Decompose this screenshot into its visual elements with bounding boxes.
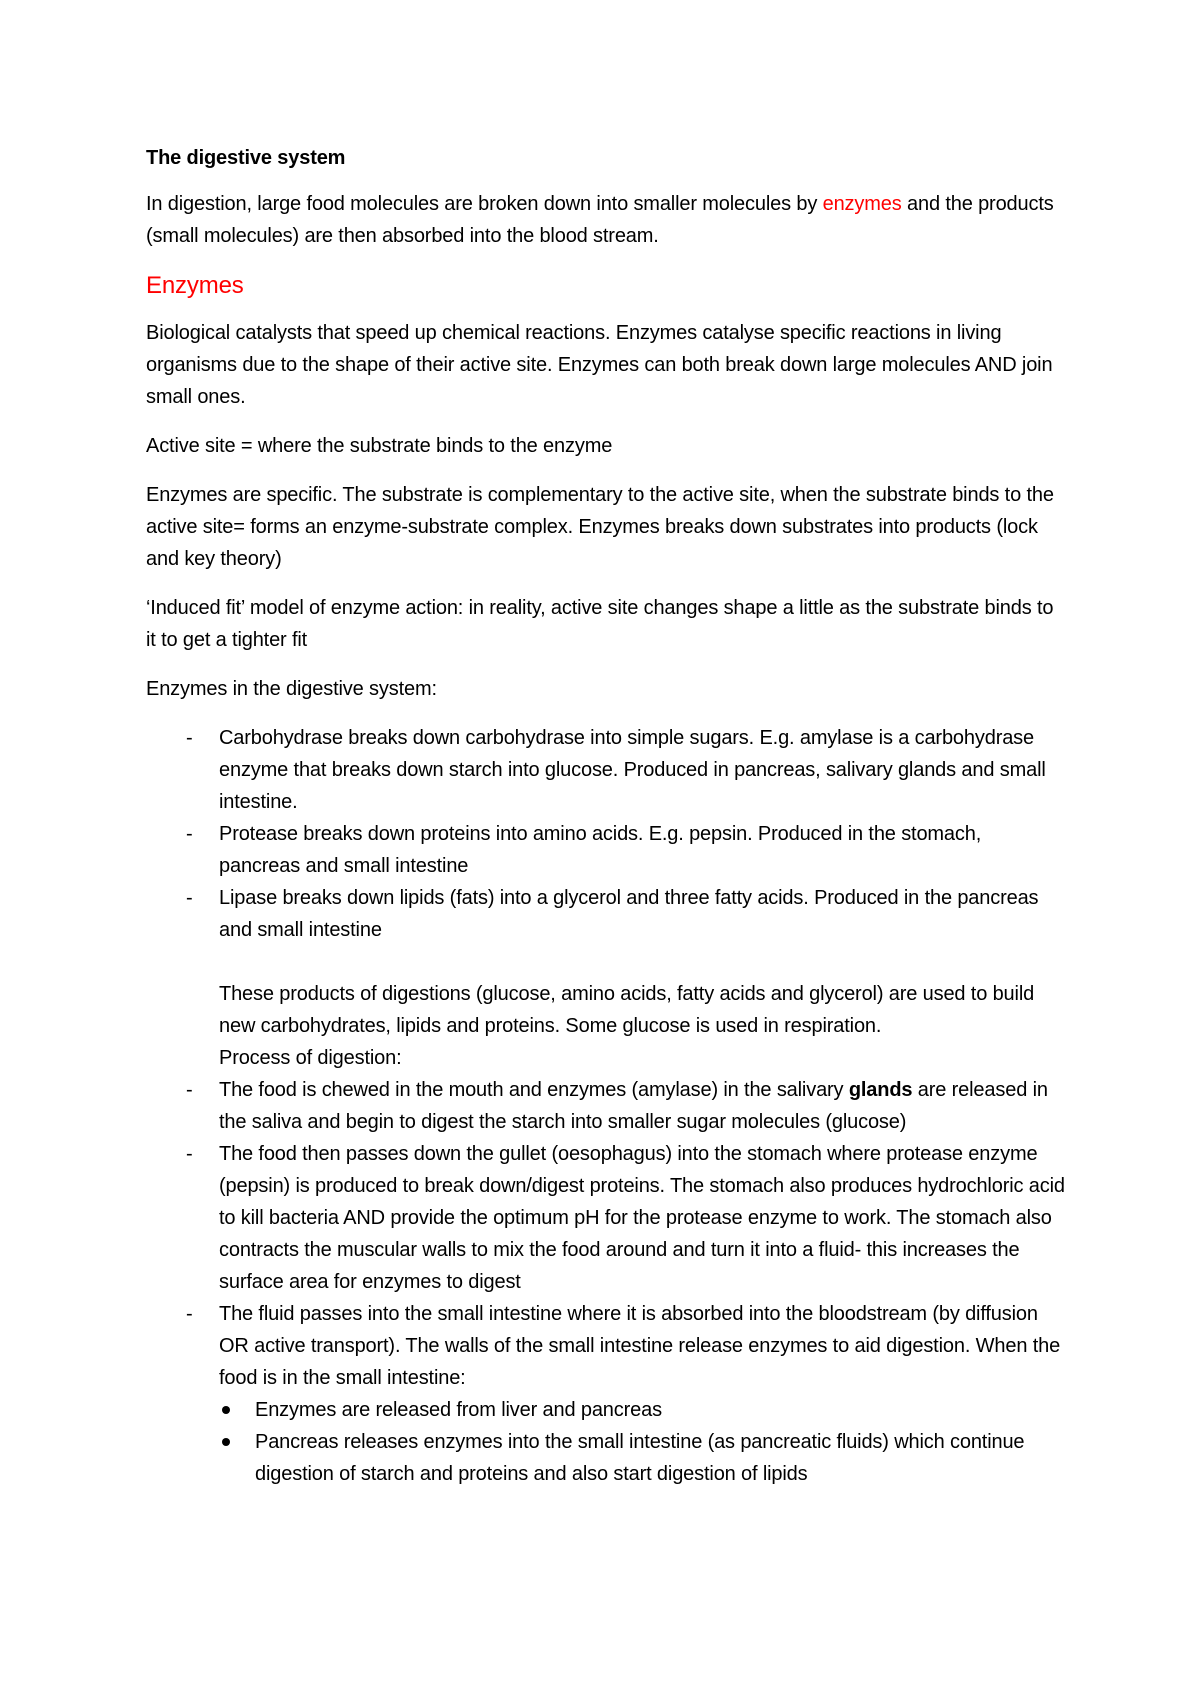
specificity-paragraph: Enzymes are specific. The substrate is complementary to the active site, when the substrate binds to the active site= forms an enzyme-substrate complex. Enzymes breaks down substrates into products (lock and key theory): [146, 484, 1054, 570]
pancreas-enzymes-bullet: Pancreas releases enzymes into the small intestine (as pancreatic fluids) which continue digestion of starch and proteins and also start digestion of lipids: [255, 1431, 1025, 1485]
enzymes-definition-paragraph: Biological catalysts that speed up chemical reactions. Enzymes catalyse specific reactions in living organisms due to the shape of their active site. Enzymes can both break down large molecules AND join small ones.: [146, 322, 1053, 408]
enzymes-heading: Enzymes: [146, 272, 244, 299]
list-marker: -: [186, 887, 193, 909]
process-list: [146, 1074, 1066, 1490]
list-marker: -: [186, 727, 193, 749]
list-item: [146, 722, 1066, 818]
enzymes-list-intro: Enzymes in the digestive system:: [146, 678, 437, 700]
lipase-item: Lipase breaks down lipids (fats) into a glycerol and three fatty acids. Produced in the pancreas and small intestine: [219, 887, 1039, 941]
intro-text-start: In digestion, large food molecules are broken down into smaller molecules by: [146, 193, 823, 215]
bullet-dot-icon: [222, 1438, 230, 1446]
small-intestine-item: The fluid passes into the small intestine where it is absorbed into the bloodstream (by diffusion OR active transport). The walls of the small intestine release enzymes to aid digestion. When the food is in the small intestine:: [219, 1303, 1061, 1389]
enzymes-highlight: enzymes: [822, 193, 902, 215]
list-marker: -: [186, 1303, 193, 1325]
small-intestine-bullets: [219, 1394, 1066, 1490]
list-item: [146, 1138, 1066, 1298]
stomach-item: The food then passes down the gullet (oesophagus) into the stomach where protease enzyme (pepsin) is produced to break down/digest proteins. The stomach also produces hydrochloric acid to kill bacteria AND provide the optimum pH for the protease enzyme to work. The stomach also contracts the muscular walls to mix the food around and turn it into a fluid- this increases the surface area for enzymes to digest: [219, 1143, 1065, 1293]
active-site-paragraph: Active site = where the substrate binds to the enzyme: [146, 435, 613, 457]
mouth-item-end: are released in the saliva and begin to digest the starch into smaller sugar molecules (glucose): [219, 1079, 1048, 1133]
products-text: These products of digestions (glucose, amino acids, fatty acids and glycerol) are used to build new carbohydrates, lipids and proteins. Some glucose is used in respiration.: [219, 983, 1035, 1037]
document-page: [146, 142, 1066, 1490]
bullet-item: [219, 1394, 1066, 1426]
list-marker: -: [186, 1143, 193, 1165]
products-paragraph: [146, 978, 1066, 1074]
intro-text-end: and the products (small molecules) are then absorbed into the blood stream.: [146, 193, 1054, 247]
list-item: [146, 818, 1066, 882]
carbohydrase-item: Carbohydrase breaks down carbohydrase into simple sugars. E.g. amylase is a carbohydrase enzyme that breaks down starch into glucose. Produced in pancreas, salivary glands and small intestine.: [219, 727, 1046, 813]
list-marker: -: [186, 823, 193, 845]
process-heading: Process of digestion:: [219, 1047, 402, 1069]
document-title: The digestive system: [146, 147, 346, 169]
protease-item: Protease breaks down proteins into amino acids. E.g. pepsin. Produced in the stomach, pancreas and small intestine: [219, 823, 982, 877]
intro-paragraph: [146, 188, 1066, 252]
mouth-item-start: The food is chewed in the mouth and enzymes (amylase) in the salivary: [219, 1079, 849, 1101]
list-item: [146, 1298, 1066, 1490]
list-item: [146, 1074, 1066, 1138]
induced-fit-paragraph: ‘Induced fit’ model of enzyme action: in reality, active site changes shape a little as the substrate binds to it to get a tighter fit: [146, 597, 1054, 651]
list-item: [146, 882, 1066, 946]
bullet-dot-icon: [222, 1406, 230, 1414]
bullet-item: [219, 1426, 1066, 1490]
enzyme-list: [146, 722, 1066, 946]
liver-pancreas-bullet: Enzymes are released from liver and pancreas: [255, 1399, 662, 1421]
glands-bold-word: glands: [848, 1079, 913, 1101]
list-marker: -: [186, 1079, 193, 1101]
